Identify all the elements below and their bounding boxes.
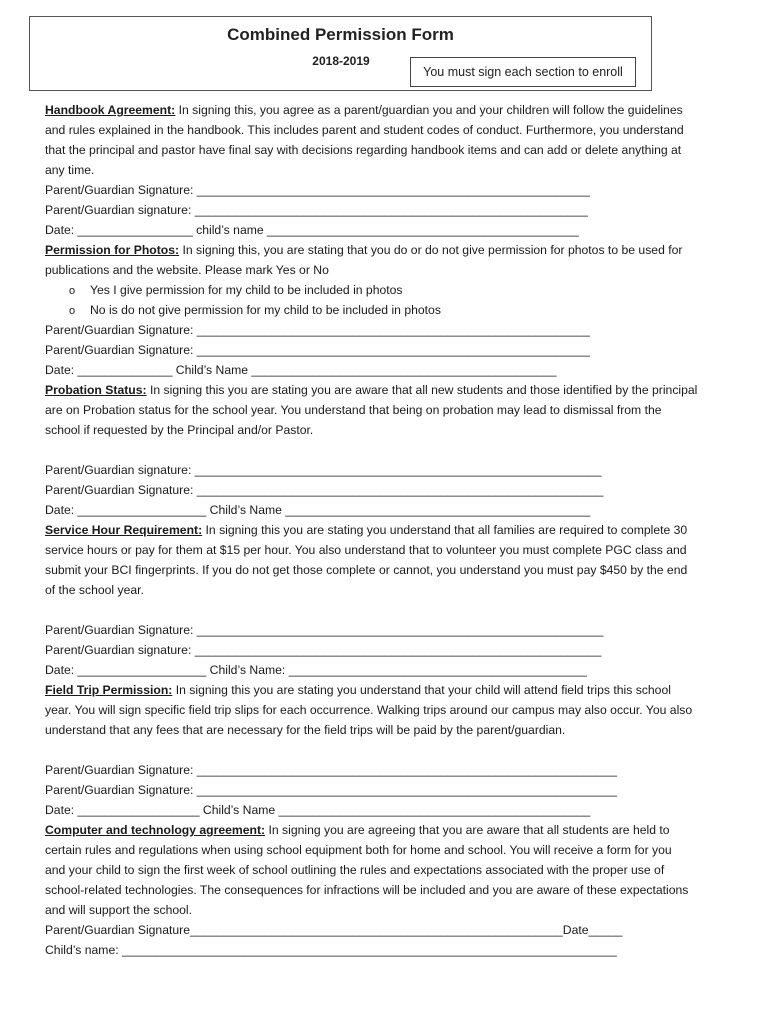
handbook-paragraph-line: Handbook Agreement: In signing this, you agree as a parent/guardian you and your children will follow the guidelines — [45, 103, 683, 117]
service-date-child-field[interactable]: Date: ___________________ Child’s Name: ____________________________________________ — [45, 663, 587, 677]
service-title: Service Hour Requirement: — [45, 523, 203, 537]
service-paragraph-line: Service Hour Requirement: In signing this you are stating you understand that all families are required to complete 30 — [45, 523, 688, 537]
technology-child-name-field[interactable]: Child’s name: _________________________________________________________________________ — [45, 943, 617, 957]
probation-paragraph-line: are on Probation status for the school year. You understand that being on probation may lead to dismissal from the — [45, 403, 662, 417]
photos-date-child-field[interactable]: Date: ______________ Child’s Name _____________________________________________ — [45, 363, 557, 377]
technology-paragraph-line: and will support the school. — [45, 903, 193, 917]
technology-paragraph-line: certain rules and regulations when using school equipment both for home and school. You will receive a form for you — [45, 843, 672, 857]
field-trip-date-child-field[interactable]: Date: __________________ Child’s Name ______________________________________________ — [45, 803, 591, 817]
handbook-paragraph-line: any time. — [45, 163, 95, 177]
bullet-icon: o — [69, 305, 76, 317]
probation-signature-field-2[interactable]: Parent/Guardian Signature: ____________________________________________________________ — [45, 483, 604, 497]
probation-paragraph-line: school if requested by the Principal and/or Pastor. — [45, 423, 314, 437]
technology-paragraph-line: school-related technologies. The consequences for infractions will be included and you are aware of these expectations — [45, 883, 689, 897]
photos-signature-field-2[interactable]: Parent/Guardian Signature: __________________________________________________________ — [45, 343, 590, 357]
service-paragraph-line: service hours or pay for them at $15 per hour. You also understand that to volunteer you must complete PGC class and — [45, 543, 687, 557]
technology-paragraph-line: Computer and technology agreement: In signing you are agreeing that you are aware that all students are held to — [45, 823, 670, 837]
service-paragraph-line: submit your BCI fingerprints. If you do not get those complete or cannot, you understand you must pay $450 by the end — [45, 563, 688, 577]
handbook-date-child-field[interactable]: Date: _________________ child’s name ______________________________________________ — [45, 223, 579, 237]
handbook-paragraph-line: and rules explained in the handbook. This includes parent and student codes of conduct. Furthermore, you understand — [45, 123, 684, 137]
service-signature-field-1[interactable]: Parent/Guardian Signature: ____________________________________________________________ — [45, 623, 604, 637]
service-paragraph-line: of the school year. — [45, 583, 144, 597]
bullet-icon: o — [69, 285, 76, 297]
photos-signature-field-1[interactable]: Parent/Guardian Signature: __________________________________________________________ — [45, 323, 590, 337]
handbook-paragraph-line: that the principal and pastor have final say with decisions regarding handbook items and can add or delete anything at — [45, 143, 682, 157]
probation-signature-field-1[interactable]: Parent/Guardian signature: ____________________________________________________________ — [45, 463, 602, 477]
spacer — [45, 600, 730, 620]
enroll-notice: You must sign each section to enroll — [410, 57, 636, 87]
photos-option-no[interactable]: o No is do not give permission for my child to be included in photos — [45, 300, 730, 320]
spacer — [45, 440, 730, 460]
form-title: Combined Permission Form — [227, 25, 454, 44]
photos-paragraph-line: Permission for Photos: In signing this, you are stating that you do or do not give permission for photos to be used for — [45, 243, 683, 257]
handbook-title: Handbook Agreement: — [45, 103, 176, 117]
field-trip-signature-field-2[interactable]: Parent/Guardian Signature: ______________________________________________________________ — [45, 783, 618, 797]
school-year: 2018-2019 — [312, 54, 370, 68]
photos-title: Permission for Photos: — [45, 243, 180, 257]
probation-title: Probation Status: — [45, 383, 147, 397]
service-signature-field-2[interactable]: Parent/Guardian signature: ____________________________________________________________ — [45, 643, 602, 657]
field-trip-paragraph-line: year. You will sign specific field trip slips for each occurrence. Walking trips around our campus may also occur. You also — [45, 703, 693, 717]
technology-paragraph-line: and your child to sign the first week of school outlining the rules and expectations associated with the proper use of — [45, 863, 665, 877]
spacer — [45, 740, 730, 760]
photos-paragraph-line: publications and the website. Please mark Yes or No — [45, 263, 329, 277]
technology-signature-date-field[interactable]: Parent/Guardian Signature_______________________________________________________Date_____ — [45, 923, 623, 937]
field-trip-paragraph-line: understand that any fees that are necessary for the field trips will be paid by the parent/guardian. — [45, 723, 566, 737]
field-trip-paragraph-line: Field Trip Permission: In signing this you are stating you understand that your child will attend field trips this school — [45, 683, 671, 697]
form-header — [29, 16, 652, 91]
field-trip-title: Field Trip Permission: — [45, 683, 173, 697]
handbook-signature-field-1[interactable]: Parent/Guardian Signature: __________________________________________________________ — [45, 183, 590, 197]
probation-date-child-field[interactable]: Date: ___________________ Child’s Name _____________________________________________ — [45, 503, 591, 517]
technology-title: Computer and technology agreement: — [45, 823, 266, 837]
photos-option-yes[interactable]: o Yes I give permission for my child to be included in photos — [45, 280, 730, 300]
field-trip-signature-field-1[interactable]: Parent/Guardian Signature: ______________________________________________________________ — [45, 763, 618, 777]
handbook-signature-field-2[interactable]: Parent/Guardian signature: __________________________________________________________ — [45, 203, 588, 217]
form-body — [45, 100, 730, 960]
probation-paragraph-line: Probation Status: In signing this you are stating you are aware that all new students and those identified by the principal — [45, 383, 698, 397]
